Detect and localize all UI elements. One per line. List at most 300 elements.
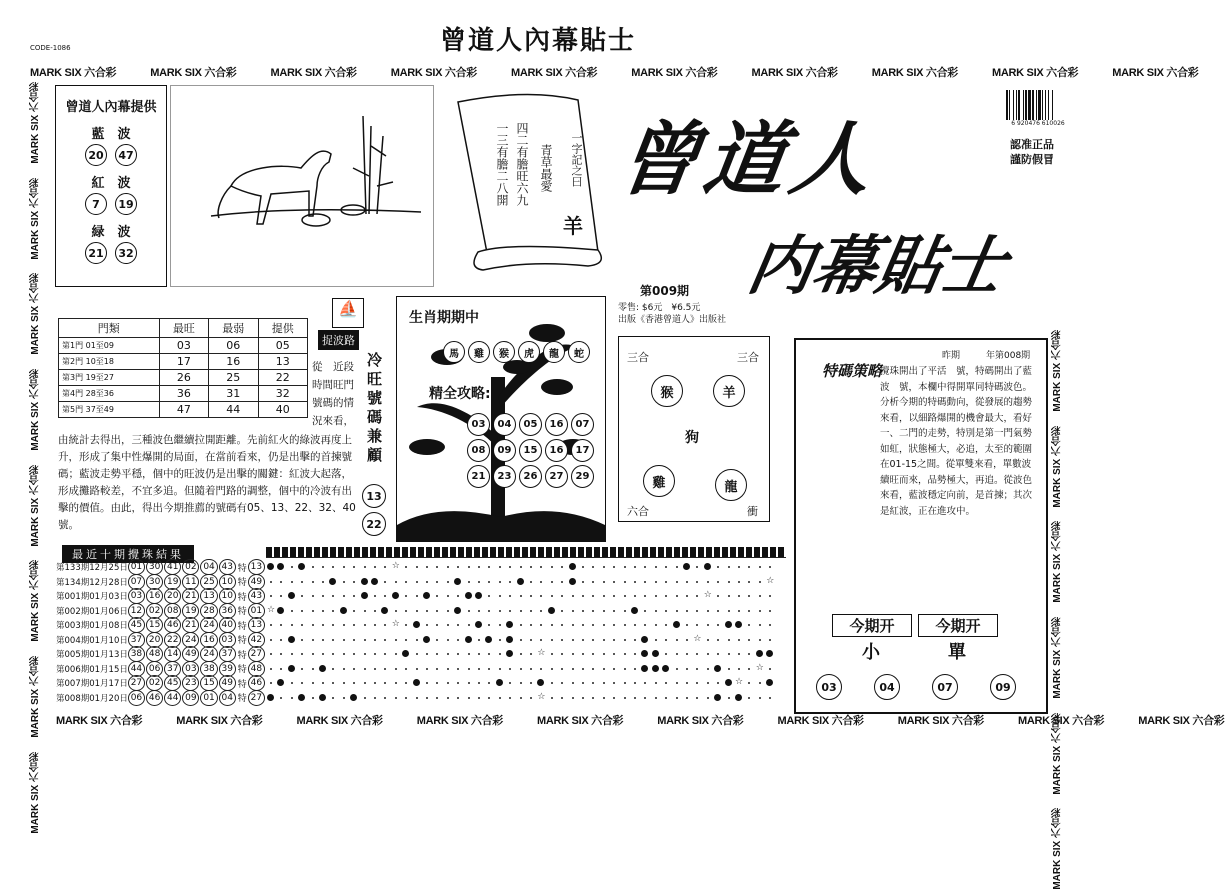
empty-mark [748, 682, 750, 684]
empty-mark [603, 653, 605, 655]
empty-mark [748, 581, 750, 583]
marquee-item: MARK SIX 六合彩 [1138, 715, 1225, 727]
empty-mark [561, 595, 563, 597]
special-mark: ☆ [391, 619, 400, 629]
empty-mark [551, 668, 553, 670]
special-label: 特 [237, 607, 247, 618]
empty-mark [332, 682, 334, 684]
empty-mark [322, 610, 324, 612]
result-ball: 03 [182, 661, 199, 677]
empty-mark [738, 566, 740, 568]
empty-mark [572, 697, 574, 699]
marquee-item: MARK SIX 六合彩 [537, 715, 624, 727]
result-row [56, 647, 266, 662]
empty-mark [301, 639, 303, 641]
left-tag: CODE-1086 [30, 44, 71, 52]
empty-mark [561, 639, 563, 641]
drawn-mark [319, 694, 326, 701]
period-box-1: 今期开 [832, 614, 912, 637]
drawn-mark [766, 679, 773, 686]
drawn-mark [423, 592, 430, 599]
empty-mark [592, 566, 594, 568]
empty-mark [312, 624, 314, 626]
empty-mark [499, 653, 501, 655]
empty-mark [478, 610, 480, 612]
empty-mark [322, 595, 324, 597]
empty-mark [291, 653, 293, 655]
empty-mark [322, 653, 324, 655]
empty-mark [436, 581, 438, 583]
empty-mark [582, 581, 584, 583]
strategy-number: 07 [932, 674, 958, 700]
table-row [59, 370, 308, 386]
door-cell: 第1門 01至09 [59, 338, 160, 354]
empty-mark [530, 653, 532, 655]
strategy-number: 04 [874, 674, 900, 700]
empty-mark [530, 668, 532, 670]
pick-number: 22 [362, 512, 386, 536]
empty-mark [280, 639, 282, 641]
drawn-mark [537, 679, 544, 686]
empty-mark [634, 624, 636, 626]
special-ball: 27 [248, 690, 265, 706]
empty-mark [374, 610, 376, 612]
empty-mark [572, 610, 574, 612]
empty-mark [488, 668, 490, 670]
empty-mark [551, 566, 553, 568]
pick-number: 13 [362, 484, 386, 508]
marquee-item: MARK SIX 六合彩 [657, 715, 744, 727]
empty-mark [353, 566, 355, 568]
empty-mark [509, 610, 511, 612]
empty-mark [665, 624, 667, 626]
marquee-item: MARK SIX 六合彩 [30, 560, 41, 643]
empty-mark [748, 624, 750, 626]
empty-mark [312, 653, 314, 655]
empty-mark [676, 566, 678, 568]
empty-mark [405, 581, 407, 583]
drawn-mark [465, 636, 472, 643]
result-ball: 20 [146, 632, 163, 648]
poem-scroll [448, 92, 608, 272]
empty-mark [759, 697, 761, 699]
empty-mark [613, 697, 615, 699]
marquee-item: MARK SIX 六合彩 [176, 715, 263, 727]
empty-mark [312, 610, 314, 612]
barcode-number: 6 920476 610026 [1011, 120, 1065, 127]
result-ball: 44 [164, 690, 181, 706]
door-cell: 26 [159, 370, 208, 386]
empty-mark [769, 668, 771, 670]
drawn-mark [725, 679, 732, 686]
result-ball: 37 [219, 646, 236, 662]
empty-mark [312, 595, 314, 597]
empty-mark [447, 624, 449, 626]
drawn-mark [714, 694, 721, 701]
poem-col-2: 青草最愛 [539, 144, 553, 192]
poem-key-char: 羊 [563, 214, 583, 238]
sanhe-panel [618, 336, 770, 522]
empty-mark [540, 566, 542, 568]
result-ball: 49 [182, 646, 199, 662]
empty-mark [634, 581, 636, 583]
color-number: 20 [85, 144, 107, 166]
zodiac-number: 17 [571, 439, 594, 462]
marquee-item: MARK SIX 六合彩 [1052, 521, 1063, 604]
empty-mark [499, 566, 501, 568]
empty-mark [582, 653, 584, 655]
drawn-mark [517, 578, 524, 585]
empty-mark [540, 581, 542, 583]
table-row [59, 338, 308, 354]
zodiac-number: 03 [467, 413, 490, 436]
empty-mark [717, 682, 719, 684]
empty-mark [332, 610, 334, 612]
empty-mark [696, 682, 698, 684]
empty-mark [468, 610, 470, 612]
result-period: 第003期01月08日 [56, 621, 128, 632]
result-ball: 30 [146, 559, 163, 575]
empty-mark [270, 595, 272, 597]
empty-mark [603, 639, 605, 641]
color-panel [55, 85, 167, 287]
drawn-mark [371, 578, 378, 585]
empty-mark [468, 682, 470, 684]
empty-mark [488, 697, 490, 699]
empty-mark [436, 639, 438, 641]
empty-mark [488, 624, 490, 626]
empty-mark [353, 682, 355, 684]
empty-mark [551, 697, 553, 699]
empty-mark [655, 697, 657, 699]
empty-mark [728, 639, 730, 641]
empty-mark [759, 682, 761, 684]
special-label: 特 [237, 665, 247, 676]
empty-mark [343, 653, 345, 655]
empty-mark [728, 566, 730, 568]
special-label: 特 [237, 621, 247, 632]
empty-mark [696, 653, 698, 655]
door-cell: 06 [209, 338, 258, 354]
empty-mark [748, 595, 750, 597]
zodiac-numbers [467, 413, 597, 488]
door-cell: 第3門 19至27 [59, 370, 160, 386]
empty-mark [613, 595, 615, 597]
empty-mark [613, 581, 615, 583]
color-group [56, 172, 166, 215]
empty-mark [374, 595, 376, 597]
empty-mark [665, 595, 667, 597]
empty-mark [561, 668, 563, 670]
strategy-number: 09 [990, 674, 1016, 700]
drawn-mark [662, 665, 669, 672]
empty-mark [613, 610, 615, 612]
empty-mark [717, 595, 719, 597]
marquee-item: MARK SIX 六合彩 [897, 715, 984, 727]
result-ball: 19 [182, 603, 199, 619]
result-period: 第133期12月25日 [56, 563, 128, 574]
empty-mark [405, 697, 407, 699]
empty-mark [332, 595, 334, 597]
empty-mark [364, 653, 366, 655]
strategy-panel [794, 338, 1048, 714]
special-mark: ☆ [755, 662, 764, 673]
empty-mark [530, 566, 532, 568]
empty-mark [457, 682, 459, 684]
table-row [59, 354, 308, 370]
empty-mark [676, 653, 678, 655]
door-header: 提供 [258, 319, 307, 338]
door-cell: 13 [258, 354, 307, 370]
empty-mark [748, 668, 750, 670]
cert-line-2: 謹防假冒 [1010, 153, 1054, 166]
drawn-mark [475, 621, 482, 628]
door-cell: 22 [258, 370, 307, 386]
result-ball: 06 [146, 661, 163, 677]
empty-mark [520, 697, 522, 699]
empty-mark [665, 566, 667, 568]
empty-mark [540, 624, 542, 626]
special-label: 特 [237, 592, 247, 603]
empty-mark [572, 653, 574, 655]
empty-mark [634, 682, 636, 684]
special-label: 特 [237, 679, 247, 690]
empty-mark [592, 653, 594, 655]
door-table [58, 318, 308, 418]
drawn-mark [298, 563, 305, 570]
door-cell: 47 [159, 402, 208, 418]
door-cell: 第4門 28至36 [59, 386, 160, 402]
empty-mark [426, 624, 428, 626]
empty-mark [332, 697, 334, 699]
empty-mark [686, 624, 688, 626]
empty-mark [291, 697, 293, 699]
door-cell: 03 [159, 338, 208, 354]
empty-mark [478, 639, 480, 641]
empty-mark [405, 595, 407, 597]
strategy-body: 攪珠開出了平活 號，特碼開出了藍波 號，本欄中得開單同特碼波色。分析今期的特碼動向，從發展的趨勢來看，以細路爆開的機會最大，看好一、二門的走勢，特別是第一門氣勢如虹，狀態極大，必追，太至的範圍在01-15之間。從單雙來看，單數波續旺而來，品勢極大，再追。從波色來看，藍波穩定向前，是首揀；其次是紅波，正在進攻中。 [880, 366, 1033, 517]
empty-mark [551, 682, 553, 684]
result-ball: 10 [219, 588, 236, 604]
issue-number: 第009期 [640, 284, 690, 298]
empty-mark [291, 610, 293, 612]
sanhe-br: 衝 [747, 505, 758, 518]
result-ball: 13 [200, 588, 217, 604]
result-ball: 02 [182, 559, 199, 575]
empty-mark [426, 581, 428, 583]
empty-mark [582, 624, 584, 626]
empty-mark [707, 610, 709, 612]
empty-mark [499, 697, 501, 699]
empty-mark [447, 697, 449, 699]
sanhe-goat: 羊 [713, 375, 745, 407]
special-mark: ☆ [703, 590, 712, 600]
empty-mark [572, 639, 574, 641]
empty-mark [416, 668, 418, 670]
empty-mark [613, 624, 615, 626]
empty-mark [530, 697, 532, 699]
empty-mark [728, 697, 730, 699]
drawn-mark [361, 592, 368, 599]
empty-mark [634, 595, 636, 597]
result-row [56, 618, 266, 633]
marquee-item: MARK SIX 六合彩 [30, 369, 41, 451]
sanhe-monkey: 猴 [651, 375, 683, 407]
door-header: 最旺 [159, 319, 208, 338]
empty-mark [644, 610, 646, 612]
empty-mark [509, 581, 511, 583]
empty-mark [509, 595, 511, 597]
empty-mark [332, 566, 334, 568]
drawn-mark [423, 636, 430, 643]
zodiac-number: 05 [519, 413, 542, 436]
door-cell: 17 [159, 354, 208, 370]
empty-mark [665, 697, 667, 699]
result-ball: 40 [219, 617, 236, 633]
result-ball: 21 [182, 588, 199, 604]
empty-mark [280, 595, 282, 597]
bottom-marquee [56, 712, 1225, 728]
result-ball: 38 [128, 646, 145, 662]
empty-mark [374, 639, 376, 641]
empty-mark [395, 610, 397, 612]
empty-mark [644, 581, 646, 583]
period-val-2: 單 [948, 642, 966, 663]
drawn-mark [329, 578, 336, 585]
empty-mark [717, 566, 719, 568]
drawn-mark [569, 578, 576, 585]
marquee-item: MARK SIX 六合彩 [30, 82, 41, 164]
empty-mark [353, 581, 355, 583]
special-ball: 27 [248, 646, 265, 662]
drawn-mark [267, 694, 274, 701]
empty-mark [499, 668, 501, 670]
empty-mark [624, 668, 626, 670]
result-ball: 10 [219, 574, 236, 590]
door-header: 門類 [59, 319, 160, 338]
empty-mark [343, 639, 345, 641]
drawn-mark [392, 592, 399, 599]
results-list [56, 560, 266, 705]
result-period: 第008期01月20日 [56, 693, 128, 704]
marquee-item: MARK SIX 六合彩 [511, 67, 598, 79]
empty-mark [572, 682, 574, 684]
table-row [59, 402, 308, 418]
empty-mark [561, 697, 563, 699]
empty-mark [686, 639, 688, 641]
empty-mark [603, 624, 605, 626]
drawn-mark [735, 621, 742, 628]
empty-mark [457, 624, 459, 626]
result-ball: 03 [128, 588, 145, 604]
empty-mark [291, 624, 293, 626]
page-title: 曾道人內幕貼士 [440, 26, 637, 56]
marquee-item: MARK SIX 六合彩 [30, 67, 117, 79]
empty-mark [312, 682, 314, 684]
empty-mark [280, 668, 282, 670]
door-cell: 31 [209, 386, 258, 402]
empty-mark [395, 639, 397, 641]
empty-mark [759, 610, 761, 612]
empty-mark [551, 653, 553, 655]
empty-mark [686, 697, 688, 699]
empty-mark [748, 653, 750, 655]
empty-mark [655, 595, 657, 597]
sanhe-bl: 六合 [627, 505, 649, 518]
empty-mark [759, 639, 761, 641]
empty-mark [769, 639, 771, 641]
empty-mark [436, 595, 438, 597]
door-cell: 36 [159, 386, 208, 402]
result-ball: 27 [128, 675, 145, 691]
empty-mark [572, 624, 574, 626]
empty-mark [353, 668, 355, 670]
empty-mark [447, 639, 449, 641]
empty-mark [468, 624, 470, 626]
empty-mark [488, 595, 490, 597]
empty-mark [343, 682, 345, 684]
special-ball: 13 [248, 559, 265, 575]
empty-mark [343, 566, 345, 568]
zodiac-number: 26 [519, 465, 542, 488]
empty-mark [686, 595, 688, 597]
strategy-number: 03 [816, 674, 842, 700]
empty-mark [624, 566, 626, 568]
empty-mark [582, 668, 584, 670]
wave-picks [362, 484, 388, 540]
color-panel-title: 曾道人內幕提供 [65, 100, 157, 115]
result-ball: 24 [182, 632, 199, 648]
empty-mark [707, 682, 709, 684]
empty-mark [468, 653, 470, 655]
empty-mark [499, 595, 501, 597]
empty-mark [312, 639, 314, 641]
result-period: 第134期12月28日 [56, 577, 128, 588]
empty-mark [655, 624, 657, 626]
empty-mark [561, 581, 563, 583]
drawn-mark [340, 607, 347, 614]
empty-mark [488, 653, 490, 655]
empty-mark [696, 566, 698, 568]
color-number: 19 [115, 193, 137, 215]
zodiac-animal: 蛇 [568, 341, 590, 363]
empty-mark [696, 624, 698, 626]
brand-big-2: 内幕貼士 [742, 229, 1012, 304]
empty-mark [374, 668, 376, 670]
empty-mark [384, 682, 386, 684]
empty-mark [405, 624, 407, 626]
empty-mark [395, 682, 397, 684]
marquee-item: MARK SIX 六合彩 [1052, 330, 1063, 412]
empty-mark [374, 682, 376, 684]
drawn-mark [402, 650, 409, 657]
empty-mark [499, 624, 501, 626]
empty-mark [676, 639, 678, 641]
empty-mark [426, 610, 428, 612]
zodiac-title: 生肖期期中 [409, 307, 479, 327]
drawn-mark [569, 563, 576, 570]
drawn-mark [704, 563, 711, 570]
marquee-item: MARK SIX 六合彩 [30, 273, 41, 356]
result-row [56, 691, 266, 706]
empty-mark [322, 624, 324, 626]
empty-mark [468, 566, 470, 568]
empty-mark [592, 668, 594, 670]
zodiac-number: 15 [519, 439, 542, 462]
empty-mark [769, 566, 771, 568]
result-ball: 24 [200, 646, 217, 662]
empty-mark [530, 682, 532, 684]
